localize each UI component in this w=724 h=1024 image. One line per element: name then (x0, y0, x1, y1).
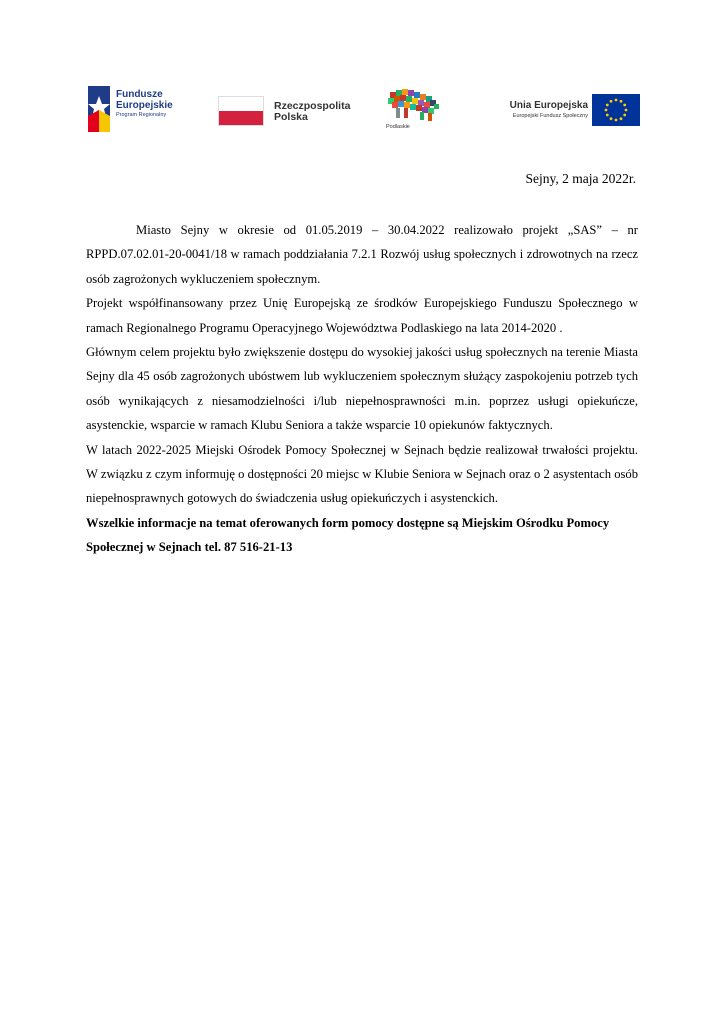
logo-fe-line3: Program Regionalny (116, 112, 167, 118)
logo-fe-line1: Fundusze (116, 89, 163, 100)
paragraph-cofinancing: Projekt współfinansowany przez Unię Europejską ze środków Europejskiego Funduszu Społecznego w ramach Regionalnego Programu Operacyjnego Województwa Podlaskiego na lata 2014-2020 . (86, 296, 638, 335)
logo-podlaskie-label: Podlaskie (386, 124, 410, 130)
logo-ue-line2: Europejski Fundusz Społeczny (512, 113, 588, 119)
document-date: Sejny, 2 maja 2022r. (525, 171, 636, 186)
logo-fe-line2: Europejskie (116, 100, 173, 111)
funds-star-icon (86, 86, 112, 132)
logo-rp-line1: Rzeczpospolita (274, 100, 351, 112)
bison-mosaic-icon (384, 86, 444, 124)
logo-rzeczpospolita-polska (218, 86, 374, 134)
eu-flag-icon (592, 94, 640, 126)
document-body (86, 218, 638, 560)
logo-rp-line2: Polska (274, 111, 308, 123)
paragraph-project-intro: Miasto Sejny w okresie od 01.05.2019 – 30.04.2022 realizowało projekt „SAS” – nr RPPD.07.02.01-20-0041/18 w ramach poddziałania 7.2.1 Rozwój usług społecznych i zdrowotnych na rzecz osób zagrożonych wykluczeniem społecznym. (86, 223, 638, 286)
paragraph-contact-info: Wszelkie informacje na temat oferowanych form pomocy dostępne są Miejskim Ośrodku Pomocy Społecznej w Sejnach tel. 87 516-21-13 (86, 515, 610, 555)
paragraph-project-goal: Głównym celem projektu było zwiększenie dostępu do wysokiej jakości usług społecznych na terenie Miasta Sejny dla 45 osób zagrożonych ubóstwem lub wykluczeniem społecznym służący zaspokojeniu potrzeb tych osób wynikających z niesamodzielności i/lub niepełnosprawności m.in. poprzez usługi opiekuńcze, asystenckie, wsparcie w ramach Klubu Seniora a także wsparcie 10 opiekunów faktycznych. (86, 345, 638, 433)
logo-fundusze-europejskie (86, 86, 198, 134)
logo-podlaskie (384, 86, 444, 134)
logo-strip (86, 86, 642, 134)
polish-flag-icon (218, 96, 264, 126)
paragraph-sustainability: W latach 2022-2025 Miejski Ośrodek Pomocy Społecznej w Sejnach będzie realizował trwałości projektu. W związku z czym informuję o dostępności 20 miejsc w Klubie Seniora w Sejnach oraz o 2 asystentach osób niepełnosprawnych gotowych do świadczenia usług opiekuńczych i asystenckich. (86, 442, 638, 506)
logo-ue-line1: Unia Europejska (509, 100, 588, 111)
logo-unia-europejska (492, 86, 642, 134)
